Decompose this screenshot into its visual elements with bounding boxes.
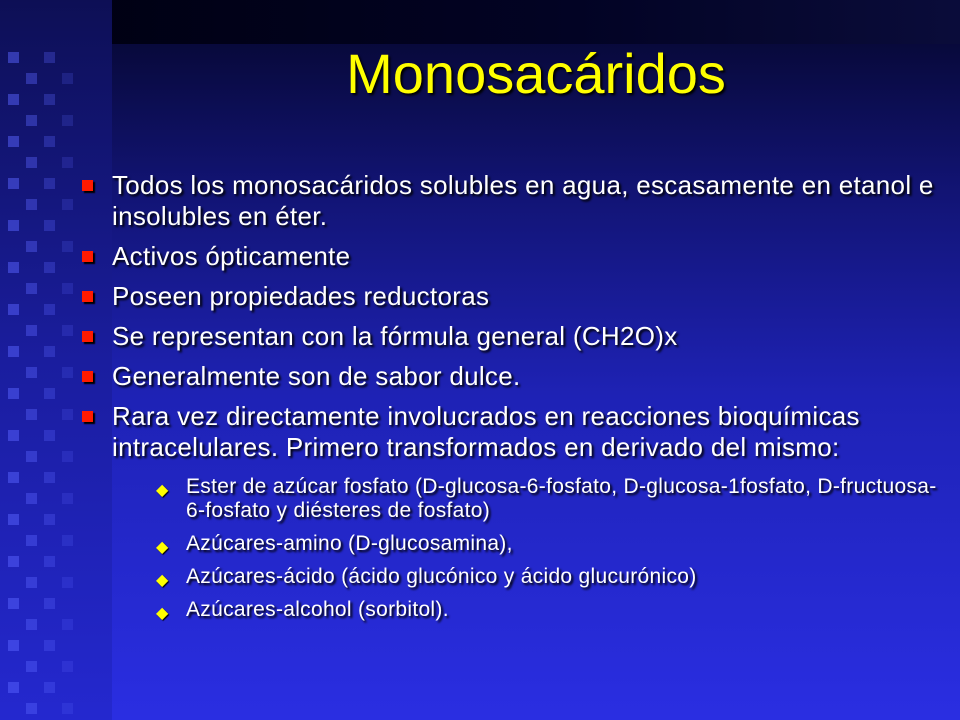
square-bullet-icon <box>82 251 93 262</box>
bullet-item <box>78 361 938 392</box>
decorative-square <box>62 703 73 714</box>
decorative-square <box>8 346 19 357</box>
sub-bullet-text: Azúcares-amino (D-glucosamina), <box>186 532 513 555</box>
decorative-square <box>8 472 19 483</box>
decorative-square <box>26 409 37 420</box>
decorative-square <box>62 283 73 294</box>
decorative-square <box>44 514 55 525</box>
bullet-text: Todos los monosacáridos solubles en agua, escasamente en etanol e insolubles en éter. <box>112 170 934 231</box>
bullet-item <box>78 241 938 272</box>
diamond-bullet-icon: ◆ <box>156 539 169 556</box>
bullet-item <box>78 170 938 232</box>
decorative-square <box>62 493 73 504</box>
slide-content <box>78 170 938 631</box>
decorative-square <box>62 535 73 546</box>
sub-bullet-list <box>112 475 938 622</box>
decorative-square <box>26 493 37 504</box>
sub-bullet-text: Azúcares-ácido (ácido glucónico y ácido glucurónico) <box>186 565 697 588</box>
diamond-bullet-icon: ◆ <box>156 482 169 499</box>
decorative-square <box>62 661 73 672</box>
decorative-square <box>44 220 55 231</box>
sub-bullet-text: Azúcares-alcohol (sorbitol). <box>186 598 449 621</box>
decorative-square <box>8 178 19 189</box>
decorative-square <box>26 241 37 252</box>
decorative-square <box>26 535 37 546</box>
decorative-square <box>44 136 55 147</box>
diamond-bullet-icon: ◆ <box>156 572 169 589</box>
decorative-square <box>8 136 19 147</box>
decorative-square <box>44 178 55 189</box>
decorative-square <box>44 640 55 651</box>
decorative-square <box>62 241 73 252</box>
bullet-text: Rara vez directamente involucrados en reacciones bioquímicas intracelulares. Primero transformados en derivado del mismo: <box>112 401 860 462</box>
decorative-square <box>8 388 19 399</box>
decorative-square <box>62 73 73 84</box>
bullet-text: Se representan con la fórmula general (CH2O)x <box>112 321 678 351</box>
decorative-square <box>26 283 37 294</box>
decorative-square <box>26 115 37 126</box>
decorative-square <box>62 367 73 378</box>
decorative-square <box>8 430 19 441</box>
decorative-square <box>8 220 19 231</box>
decorative-square <box>26 367 37 378</box>
bullet-text: Activos ópticamente <box>112 241 351 271</box>
decorative-square <box>8 598 19 609</box>
decorative-square <box>62 157 73 168</box>
decorative-square <box>44 304 55 315</box>
decorative-square <box>26 703 37 714</box>
decorative-square <box>26 325 37 336</box>
decorative-square <box>62 409 73 420</box>
decorative-square <box>44 430 55 441</box>
sub-bullet-text: Ester de azúcar fosfato (D-glucosa-6-fosfato, D-glucosa-1fosfato, D-fructuosa-6-fosfato y diésteres de fosfato) <box>186 475 937 522</box>
decorative-square <box>26 577 37 588</box>
bullet-text: Generalmente son de sabor dulce. <box>112 361 521 391</box>
decorative-square <box>26 157 37 168</box>
sub-bullet-item <box>112 565 938 589</box>
square-bullet-icon <box>82 180 93 191</box>
decorative-square <box>8 640 19 651</box>
decorative-square <box>44 556 55 567</box>
square-bullet-icon <box>82 411 93 422</box>
decorative-square <box>8 682 19 693</box>
decorative-square <box>8 304 19 315</box>
bullet-item <box>78 281 938 312</box>
decorative-square <box>62 451 73 462</box>
decorative-square <box>8 52 19 63</box>
decorative-square <box>8 556 19 567</box>
decorative-square <box>8 514 19 525</box>
decorative-square <box>62 577 73 588</box>
square-bullet-icon <box>82 371 93 382</box>
decorative-square <box>62 619 73 630</box>
decorative-square <box>62 325 73 336</box>
square-bullet-icon <box>82 291 93 302</box>
decorative-square <box>8 94 19 105</box>
decorative-square <box>62 199 73 210</box>
decorative-square <box>44 682 55 693</box>
diamond-bullet-icon: ◆ <box>156 605 169 622</box>
decorative-square <box>26 661 37 672</box>
top-band <box>0 0 960 44</box>
decorative-square <box>8 262 19 273</box>
decorative-square <box>44 94 55 105</box>
decorative-square <box>44 472 55 483</box>
decorative-square <box>26 451 37 462</box>
bullet-item <box>78 401 938 622</box>
sub-bullet-item <box>112 532 938 556</box>
square-bullet-icon <box>82 331 93 342</box>
sub-bullet-item <box>112 475 938 523</box>
decorative-square <box>44 598 55 609</box>
bullet-item <box>78 321 938 352</box>
decorative-square <box>62 115 73 126</box>
decorative-square <box>26 619 37 630</box>
bullet-text: Poseen propiedades reductoras <box>112 281 490 311</box>
decorative-square <box>44 262 55 273</box>
decorative-square <box>26 73 37 84</box>
decorative-square <box>44 346 55 357</box>
sub-bullet-item <box>112 598 938 622</box>
decorative-square <box>44 52 55 63</box>
decorative-square <box>44 388 55 399</box>
slide-title: Monosacáridos <box>346 42 726 105</box>
decorative-square <box>26 199 37 210</box>
